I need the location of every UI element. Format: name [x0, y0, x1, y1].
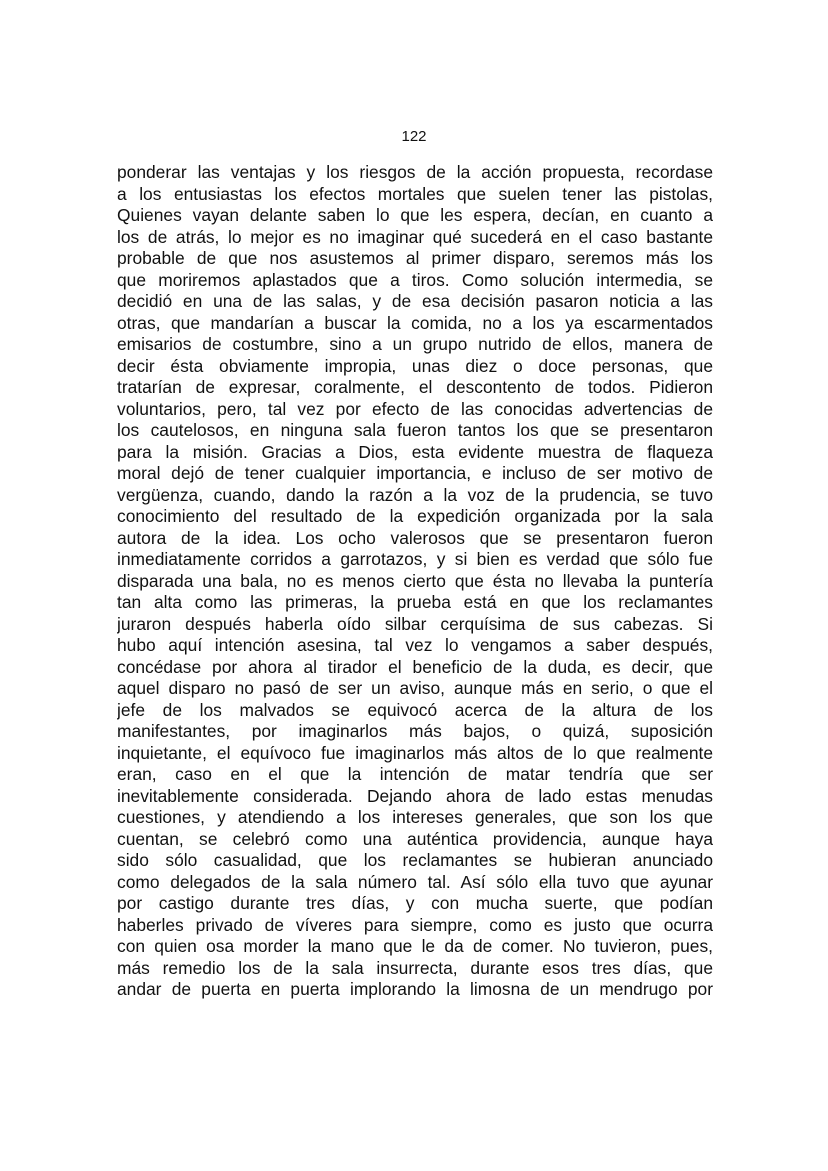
text-line: ponderar las ventajas y los riesgos de la acción propuesta, recordase: [117, 162, 713, 182]
text-line: para la misión. Gracias a Dios, esta evidente muestra de flaqueza: [117, 441, 713, 462]
text-line: sido sólo casualidad, que los reclamantes se hubieran anunciado: [117, 850, 713, 870]
text-line: cuestiones, y atendiendo a los intereses generales, que son los que: [117, 807, 713, 827]
text-line: por castigo durante tres días, y con mucha suerte, que podían: [117, 893, 713, 913]
text-line: eran, caso en el que la intención de matar tendría que ser: [117, 764, 713, 784]
text-line: voluntarios, pero, tal vez por efecto de las conocidas advertencias de: [117, 398, 713, 419]
page-number: 122: [401, 128, 427, 145]
text-line: andar de puerta en puerta implorando la limosna de un mendrugo por: [117, 979, 713, 999]
text-line: como delegados de la sala número tal. Así sólo ella tuvo que ayunar: [117, 871, 713, 892]
text-line: manifestantes, por imaginarlos más bajos, o quizá, suposición: [117, 721, 713, 741]
text-line: que moriremos aplastados que a tiros. Como solución intermedia, se: [117, 269, 713, 290]
text-line: otras, que mandarían a buscar la comida, no a los ya escarmentados: [117, 312, 713, 333]
text-line: los de atrás, lo mejor es no imaginar qué sucederá en el caso bastante: [117, 226, 713, 247]
text-line: vergüenza, cuando, dando la razón a la voz de la prudencia, se tuvo: [117, 484, 713, 505]
text-line: con quien osa morder la mano que le da de comer. No tuvieron, pues,: [117, 936, 713, 956]
text-line: aquel disparo no pasó de ser un aviso, aunque más en serio, o que el: [117, 678, 713, 698]
text-line: más remedio los de la sala insurrecta, durante esos tres días, que: [117, 957, 713, 978]
text-line: juraron después haberla oído silbar cerquísima de sus cabezas. Si: [117, 613, 713, 634]
text-line: los cautelosos, en ninguna sala fueron tantos los que se presentaron: [117, 420, 713, 440]
text-line: autora de la idea. Los ocho valerosos que se presentaron fueron: [117, 527, 713, 548]
text-line: conocimiento del resultado de la expedición organizada por la sala: [117, 506, 713, 526]
text-line: probable de que nos asustemos al primer disparo, seremos más los: [117, 248, 713, 268]
text-line: concédase por ahora al tirador el beneficio de la duda, es decir, que: [117, 656, 713, 677]
text-line: emisarios de costumbre, sino a un grupo nutrido de ellos, manera de: [117, 334, 713, 354]
text-line: tratarían de expresar, coralmente, el descontento de todos. Pidieron: [117, 377, 713, 397]
text-line: cuentan, se celebró como una auténtica providencia, aunque haya: [117, 828, 713, 849]
text-line: tan alta como las primeras, la prueba está en que los reclamantes: [117, 592, 713, 612]
text-line: inmediatamente corridos a garrotazos, y si bien es verdad que sólo fue: [117, 549, 713, 569]
text-line: inevitablemente considerada. Dejando ahora de lado estas menudas: [117, 785, 713, 806]
text-line: decidió en una de las salas, y de esa decisión pasaron noticia a las: [117, 291, 713, 311]
text-line: jefe de los malvados se equivocó acerca de la altura de los: [117, 699, 713, 720]
text-line: hubo aquí intención asesina, tal vez lo vengamos a saber después,: [117, 635, 713, 655]
text-line: a los entusiastas los efectos mortales que suelen tener las pistolas,: [117, 183, 713, 204]
text-line: moral dejó de tener cualquier importancia, e incluso de ser motivo de: [117, 463, 713, 483]
text-line: inquietante, el equívoco fue imaginarlos más altos de lo que realmente: [117, 742, 713, 763]
text-line: decir ésta obviamente impropia, unas diez o doce personas, que: [117, 355, 713, 376]
text-line: disparada una bala, no es menos cierto que ésta no llevaba la puntería: [117, 570, 713, 591]
body-text: [117, 162, 713, 1001]
text-line: Quienes vayan delante saben lo que les espera, decían, en cuanto a: [117, 205, 713, 225]
text-line: haberles privado de víveres para siempre, como es justo que ocurra: [117, 914, 713, 935]
